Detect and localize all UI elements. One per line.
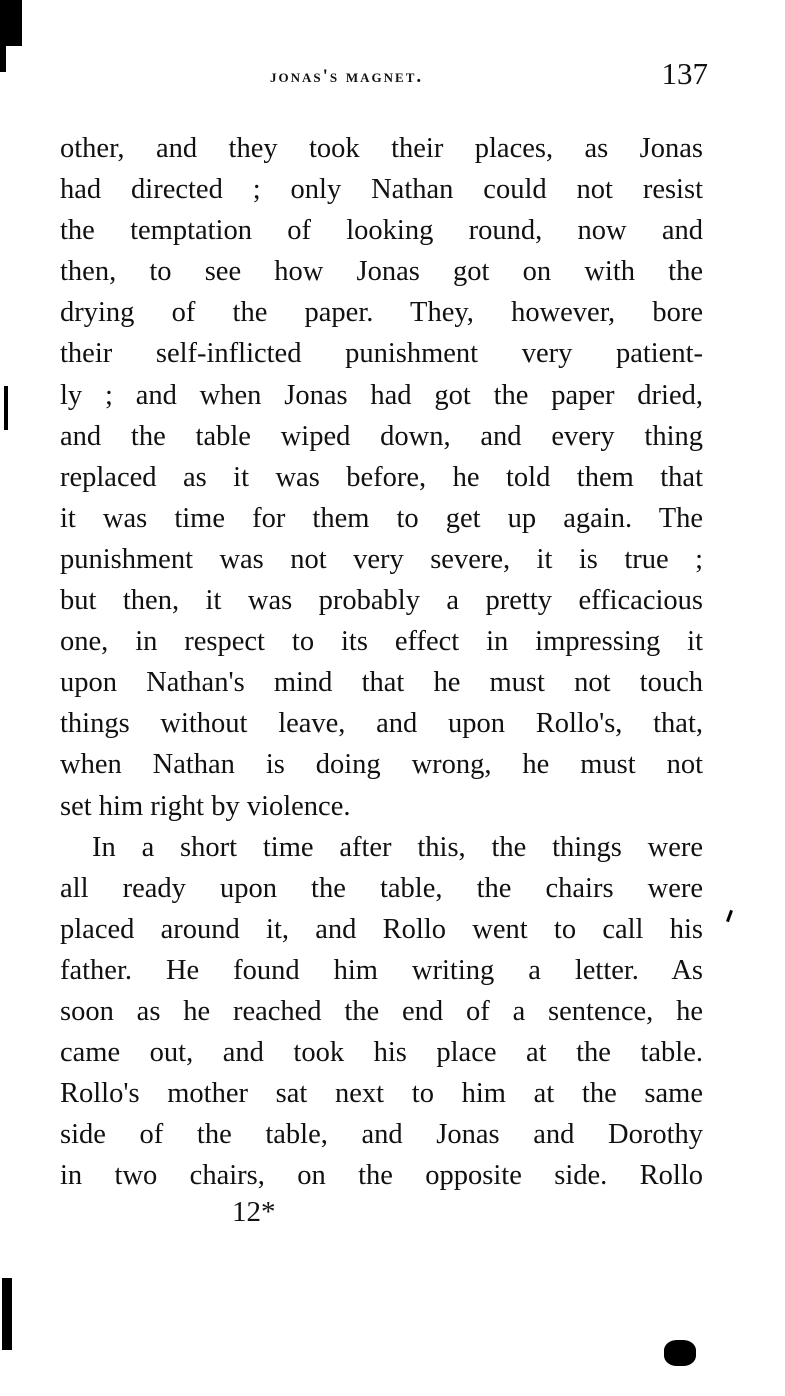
text-line: In a short time after this, the things were [92,831,703,863]
text-line: Rollo's mother sat next to him at the same [60,1078,703,1110]
text-line: drying of the paper. They, however, bore [60,297,703,329]
text-line: other, and they took their places, as Jonas [60,133,703,164]
text-line: the temptation of looking round, now and [60,215,703,247]
text-line: then, to see how Jonas got on with the [60,256,703,288]
text-line: it was time for them to get up again. The [60,502,703,534]
printer-signature: 12* [232,1196,276,1228]
body-text [60,128,703,1196]
scan-artifact-top-left [0,0,22,46]
text-line: came out, and took his place at the table. [60,1037,703,1069]
text-line: things without leave, and upon Rollo's, that, [60,708,703,740]
scan-artifact-bottom-right [664,1340,696,1366]
scan-artifact-edge [0,46,6,72]
text-line: when Nathan is doing wrong, he must not [60,749,703,781]
scan-artifact-speck [726,910,733,922]
text-line: their self-inflicted punishment very patient- [60,338,703,370]
text-line: punishment was not very severe, it is true ; [60,543,703,575]
running-head [60,56,710,100]
text-line: and the table wiped down, and every thing [60,420,703,452]
text-line: father. He found him writing a letter. As [60,954,703,986]
text-line: one, in respect to its effect in impressing it [60,626,703,658]
text-line: ly ; and when Jonas had got the paper dried, [60,379,703,411]
text-line: had directed ; only Nathan could not resist [60,174,703,206]
running-title: jonas's magnet. [270,66,424,87]
text-line: soon as he reached the end of a sentence, he [60,995,703,1027]
scan-artifact-mid-left [4,386,8,430]
text-line: upon Nathan's mind that he must not touch [60,667,703,699]
text-line: side of the table, and Jonas and Dorothy [60,1119,703,1151]
text-line: all ready upon the table, the chairs were [60,872,703,904]
scan-artifact-bottom-left [2,1278,12,1350]
text-line: replaced as it was before, he told them that [60,461,703,493]
text-line: set him right by violence. [60,790,351,822]
text-line: placed around it, and Rollo went to call his [60,913,703,945]
page-number: 137 [661,56,708,91]
text-line: but then, it was probably a pretty efficacious [60,585,703,617]
text-line: in two chairs, on the opposite side. Rollo [60,1160,703,1192]
